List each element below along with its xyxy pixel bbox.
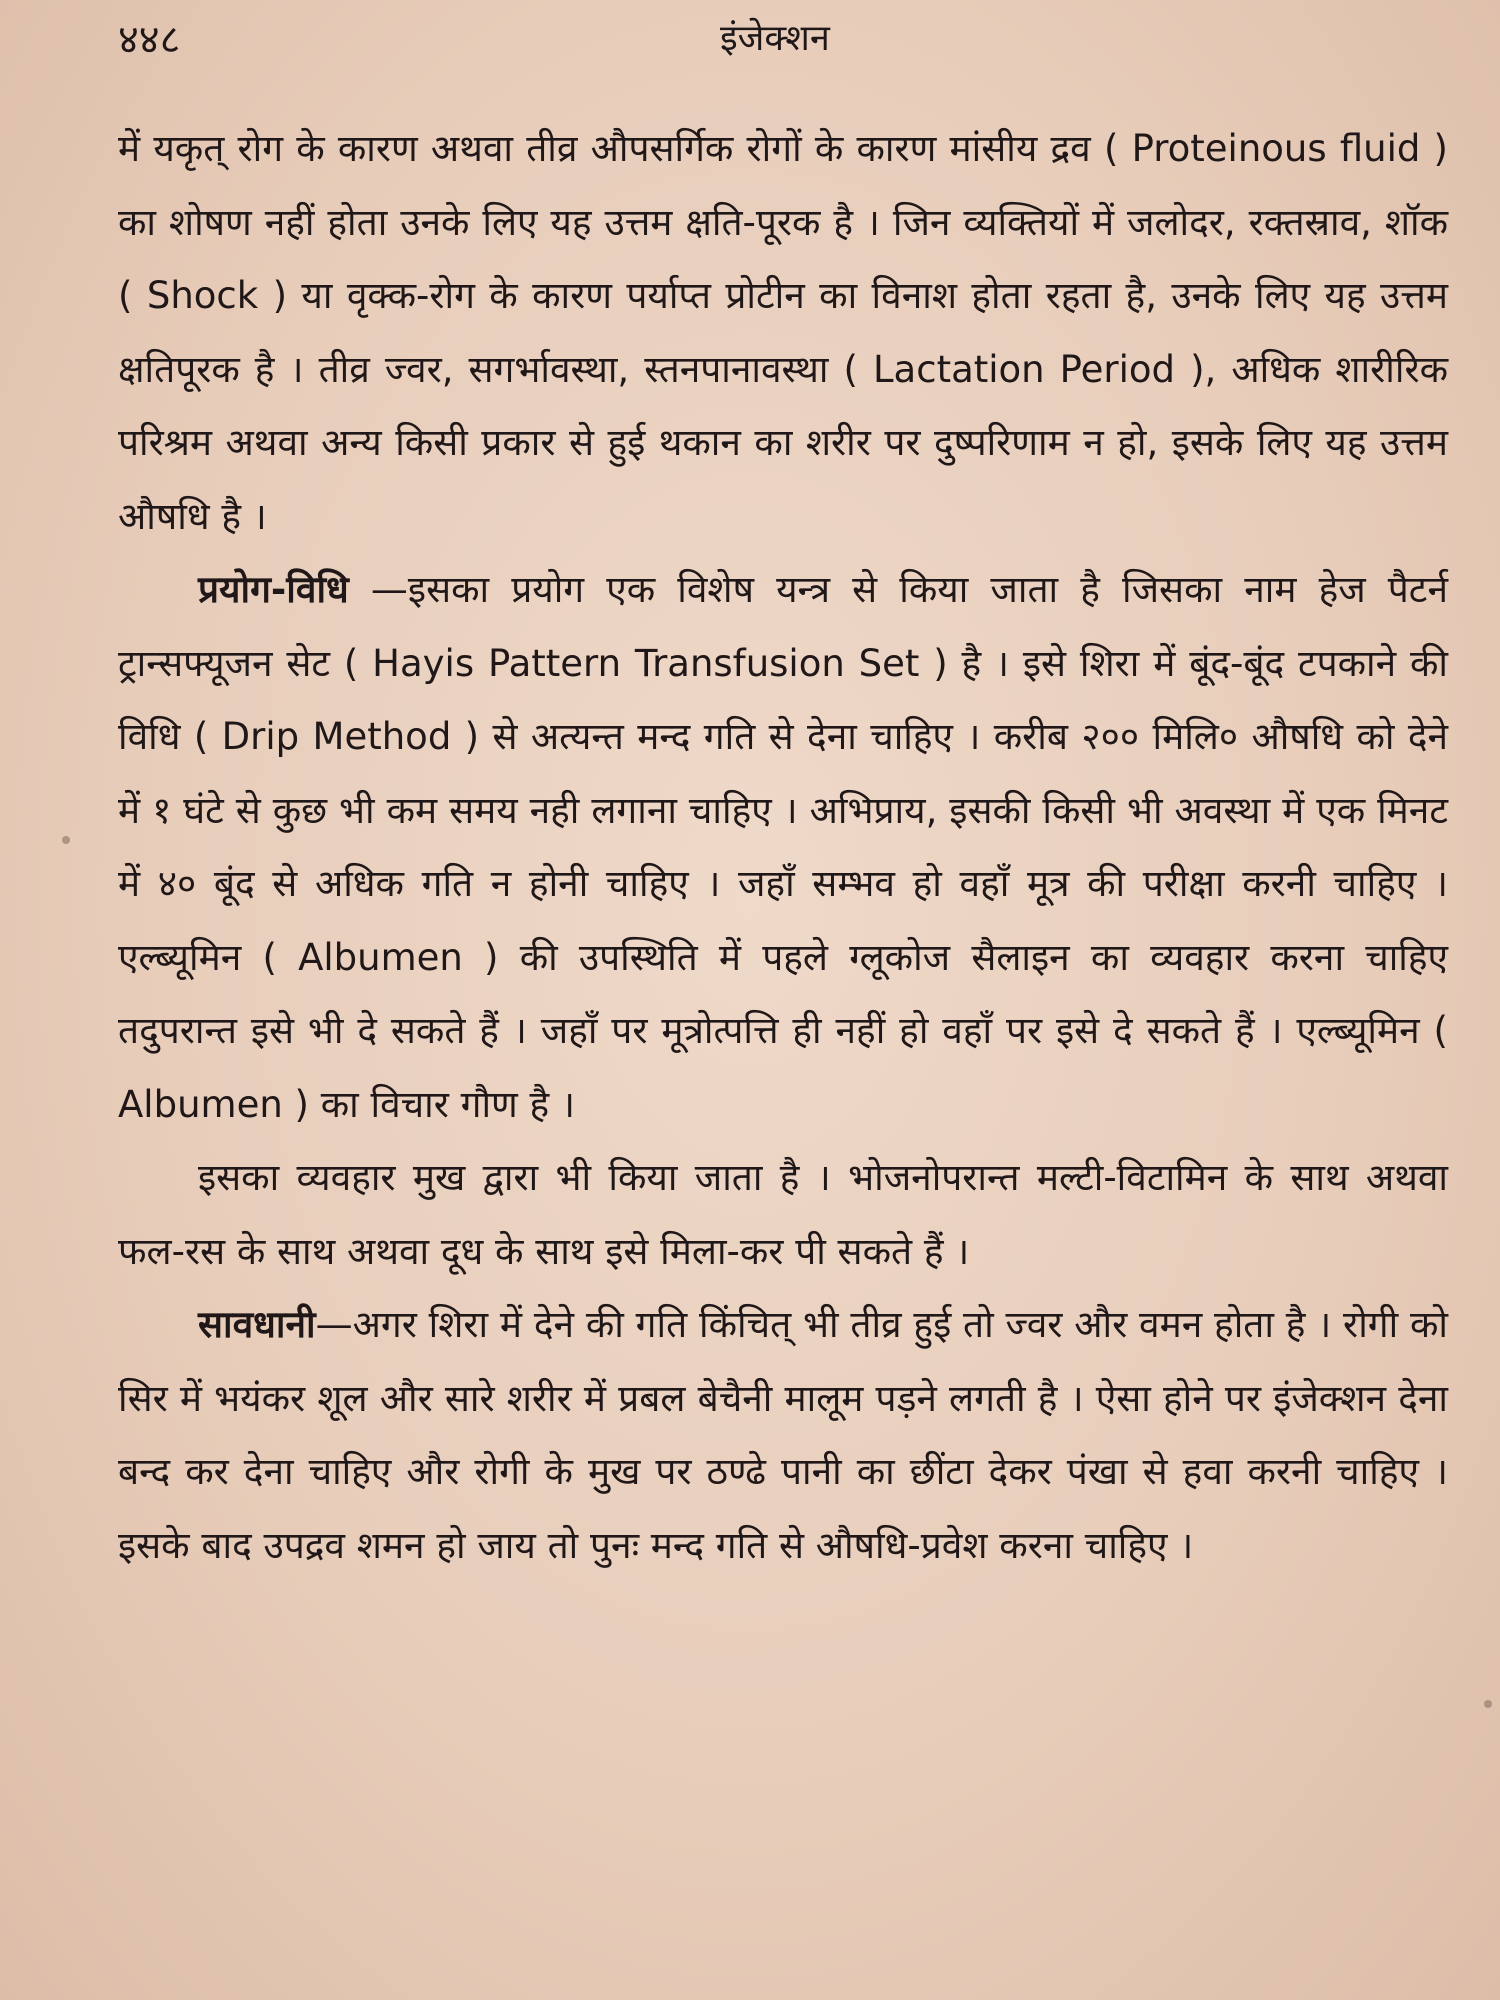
paragraph-protein-benefits — [118, 112, 1448, 553]
paragraph-oral-use — [118, 1141, 1448, 1288]
paragraph-precautions — [118, 1288, 1448, 1582]
paragraph-method-of-use — [118, 553, 1448, 1141]
section-heading-method: प्रयोग-विधि — [198, 568, 349, 611]
paragraph-text: में यकृत् रोग के कारण अथवा तीव्र औपसर्गिक रोगों के कारण मांसीय द्रव ( Proteinous fluid ) का शोषण नहीं होता उनके लिए यह उत्तम क्षति-पूरक है । जिन व्यक्तियों में जलोदर, रक्तस्राव, शॉक ( Shock ) या वृक्क-रोग के कारण पर्याप्त प्रोटीन का विनाश होता रहता है, उनके लिए यह उत्तम क्षतिपूरक है । तीव्र ज्वर, सगर्भावस्था, स्तनपानावस्था ( Lactation Period ), अधिक शारीरिक परिश्रम अथवा अन्य किसी प्रकार से हुई थकान का शरीर पर दुष्परिणाम न हो, इसके लिए यह उत्तम औषधि है । — [118, 127, 1448, 538]
paragraph-text: —इसका प्रयोग एक विशेष यन्त्र से किया जाता है जिसका नाम हेज पैटर्न ट्रान्सफ्यूजन सेट ( Hayis Pattern Transfusion Set ) है । इसे शिरा में बूंद-बूंद टपकाने की विधि ( Drip Method ) से अत्यन्त मन्द गति से देना चाहिए । करीब २०० मिलि० औषधि को देने में १ घंटे से कुछ भी कम समय नही लगाना चाहिए । अभिप्राय, इसकी किसी भी अवस्था में एक मिनट में ४० बूंद से अधिक गति न होनी चाहिए । जहाँ सम्भव हो वहाँ मूत्र की परीक्षा करनी चाहिए । एल्ब्यूमिन ( Albumen ) की उपस्थिति में पहले ग्लूकोज सैलाइन का व्यवहार करना चाहिए तदुपरान्त इसे भी दे सकते हैं । जहाँ पर मूत्रोत्पत्ति ही नहीं हो वहाँ पर इसे दे सकते हैं । एल्ब्यूमिन ( Albumen ) का विचार गौण है । — [118, 568, 1448, 1126]
running-title: इंजेक्शन — [720, 18, 830, 59]
paragraph-text: इसका व्यवहार मुख द्वारा भी किया जाता है । भोजनोपरान्त मल्टी-विटामिन के साथ अथवा फल-रस के साथ अथवा दूध के साथ इसे मिला-कर पी सकते हैं । — [118, 1156, 1448, 1273]
paper-spot — [1484, 1700, 1492, 1708]
paper-spot — [62, 836, 70, 844]
paragraph-text: —अगर शिरा में देने की गति किंचित् भी तीव्र हुई तो ज्वर और वमन होता है । रोगी को सिर में भयंकर शूल और सारे शरीर में प्रबल बेचैनी मालूम पड़ने लगती है । ऐसा होने पर इंजेक्शन देना बन्द कर देना चाहिए और रोगी के मुख पर ठण्ढे पानी का छींटा देकर पंखा से हवा करनी चाहिए । इसके बाद उपद्रव शमन हो जाय तो पुनः मन्द गति से औषधि-प्रवेश करना चाहिए । — [118, 1303, 1448, 1567]
page-header — [0, 8, 1500, 68]
body-text — [118, 112, 1448, 1582]
page-number: ४४८ — [118, 17, 181, 63]
section-heading-precautions: सावधानी — [198, 1303, 316, 1346]
